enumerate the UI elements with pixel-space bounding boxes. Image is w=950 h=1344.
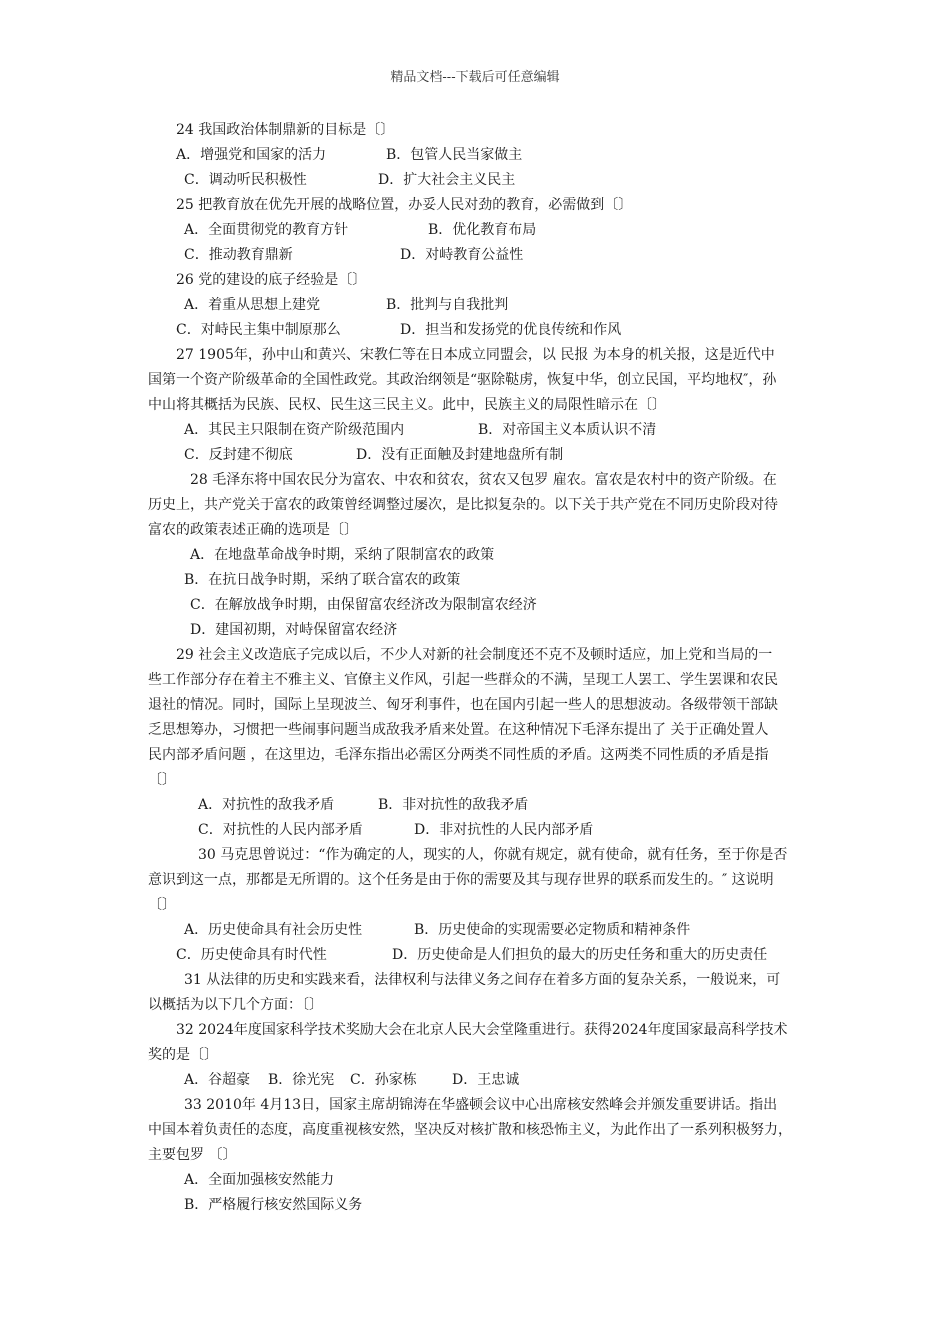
question-31-line-1: 31 从法律的历史和实践来看，法律权利与法律义务之间存在着多方面的复杂关系，一般说来，可 — [184, 972, 781, 988]
question-29-line-5: 民内部矛盾问题 ，在这里边，毛泽东指出必需区分两类不同性质的矛盾。这两类不同性质的矛盾是指 — [148, 747, 769, 763]
question-24-stem: 24 我国政治体制鼎新的目标是〔〕 — [176, 122, 395, 138]
question-30-option-c: C．历史使命具有时代性 — [176, 947, 327, 963]
question-29-line-1: 29 社会主义改造底子完成以后，不少人对新的社会制度还不克不及顿时适应，加上党和当局的一 — [176, 647, 773, 663]
question-31-line-2: 以概括为以下几个方面：〔〕 — [148, 997, 323, 1013]
question-27-option-b: B．对帝国主义本质认识不清 — [478, 422, 657, 438]
question-32-line-1: 32 2024年度国家科学技术奖励大会在北京人民大会堂隆重进行。获得2024年度国家最高科学技术 — [176, 1022, 788, 1038]
question-27-option-d: D．没有正面触及封建地盘所有制 — [356, 447, 564, 463]
question-24-option-a: A．增强党和国家的活力 — [176, 147, 327, 163]
question-29-option-b: B．非对抗性的敌我矛盾 — [378, 797, 529, 813]
question-25-option-d: D．对峙教育公益性 — [400, 247, 524, 263]
question-26-option-a: A．着重从思想上建党 — [184, 297, 321, 313]
question-24-option-c: C．调动听民积极性 — [184, 172, 307, 188]
question-25-option-c: C．推动教育鼎新 — [184, 247, 293, 263]
question-25-option-b: B．优化教育布局 — [428, 222, 537, 238]
question-29-option-a: A．对抗性的敌我矛盾 — [198, 797, 335, 813]
question-24-option-b: B．包管人民当家做主 — [386, 147, 523, 163]
question-27-line-2: 国第一个资产阶级革命的全国性政党。其政治纲领是“驱除鞑虏，恢复中华，创立民国，平均地权″，孙 — [148, 372, 777, 388]
question-33-line-2: 中国本着负责任的态度，高度重视核安然，坚决反对核扩散和核恐怖主义，为此作出了一系列积极努力， — [148, 1122, 792, 1138]
question-26-option-c: C．对峙民主集中制原那么 — [176, 322, 341, 338]
question-33-line-1: 33 2010年 4月13日，国家主席胡锦涛在华盛顿会议中心出席核安然峰会并颁发重要讲话。指出 — [184, 1097, 778, 1113]
question-28-line-1: 28 毛泽东将中国农民分为富农、中农和贫农，贫农又包罗 雇农。富农是农村中的资产阶级。在 — [190, 472, 777, 488]
question-26-option-b: B．批判与自我批判 — [386, 297, 509, 313]
question-33-option-b: B．严格履行核安然国际义务 — [184, 1197, 363, 1213]
question-30-option-a: A．历史使命具有社会历史性 — [184, 922, 363, 938]
question-27-option-a: A．其民主只限制在资产阶级范围内 — [184, 422, 405, 438]
question-28-option-a: A．在地盘革命战争时期，采纳了限制富农的政策 — [190, 547, 495, 563]
question-32-option-d: D．王忠诚 — [452, 1072, 520, 1088]
question-32-line-2: 奖的是〔〕 — [148, 1047, 218, 1063]
question-26-option-d: D．担当和发扬党的优良传统和作风 — [400, 322, 622, 338]
question-33-line-3: 主要包罗 〔〕 — [148, 1147, 237, 1163]
question-28-option-d: D．建国初期，对峙保留富农经济 — [190, 622, 398, 638]
question-32-option-c: C．孙家栋 — [350, 1072, 417, 1088]
question-26-stem: 26 党的建设的底子经验是〔〕 — [176, 272, 367, 288]
question-29-option-d: D．非对抗性的人民内部矛盾 — [414, 822, 594, 838]
question-25-stem: 25 把教育放在优先开展的战略位置，办妥人民对劲的教育，必需做到〔〕 — [176, 197, 633, 213]
question-32-option-a: A．谷超豪 — [184, 1072, 251, 1088]
question-30-line-1: 30 马克思曾说过：“作为确定的人，现实的人，你就有规定，就有使命，就有任务，至于你是否 — [198, 847, 788, 863]
page-header: 精品文档---下载后可任意编辑 — [390, 70, 560, 85]
question-24-option-d: D．扩大社会主义民主 — [378, 172, 516, 188]
question-30-option-d: D．历史使命是人们担负的最大的历史任务和重大的历史责任 — [392, 947, 768, 963]
question-28-option-b: B．在抗日战争时期，采纳了联合富农的政策 — [184, 572, 461, 588]
question-30-option-b: B．历史使命的实现需要必定物质和精神条件 — [414, 922, 691, 938]
question-27-line-3: 中山将其概括为民族、民权、民生这三民主义。此中，民族主义的局限性暗示在〔〕 — [148, 397, 666, 413]
question-29-line-4: 乏思想筹办，习惯把一些闹事问题当成敌我矛盾来处置。在这种情况下毛泽东提出了 关于正确处置人 — [148, 722, 769, 738]
question-29-line-2: 些工作部分存在着主不雅主义、官僚主义作风，引起一些群众的不满，呈现工人罢工、学生罢课和农民 — [148, 672, 778, 688]
question-28-line-3: 富农的政策表述正确的选项是〔〕 — [148, 522, 358, 538]
question-33-option-a: A．全面加强核安然能力 — [184, 1172, 335, 1188]
question-27-line-1: 27 1905年，孙中山和黄兴、宋教仁等在日本成立同盟会，以 民报 为本身的机关报，这是近代中 — [176, 347, 775, 363]
question-28-line-2: 历史上，共产党关于富农的政策曾经调整过屡次，是比拟复杂的。以下关于共产党在不同历史阶段对待 — [148, 497, 778, 513]
question-25-option-a: A．全面贯彻党的教育方针 — [184, 222, 349, 238]
question-30-line-3: 〔〕 — [148, 897, 176, 913]
question-29-line-3: 退社的情况。同时，国际上呈现波兰、匈牙利事件，也在国内引起一些人的思想波动。各级带领干部缺 — [148, 697, 778, 713]
question-32-option-b: B．徐光宪 — [268, 1072, 335, 1088]
question-29-line-6: 〔〕 — [148, 772, 176, 788]
question-30-line-2: 意识到这一点，那都是无所谓的。这个任务是由于你的需要及其与现存世界的联系而发生的。″ 这说明 — [148, 872, 774, 888]
question-27-option-c: C．反封建不彻底 — [184, 447, 293, 463]
question-29-option-c: C．对抗性的人民内部矛盾 — [198, 822, 363, 838]
question-28-option-c: C．在解放战争时期，由保留富农经济改为限制富农经济 — [190, 597, 537, 613]
